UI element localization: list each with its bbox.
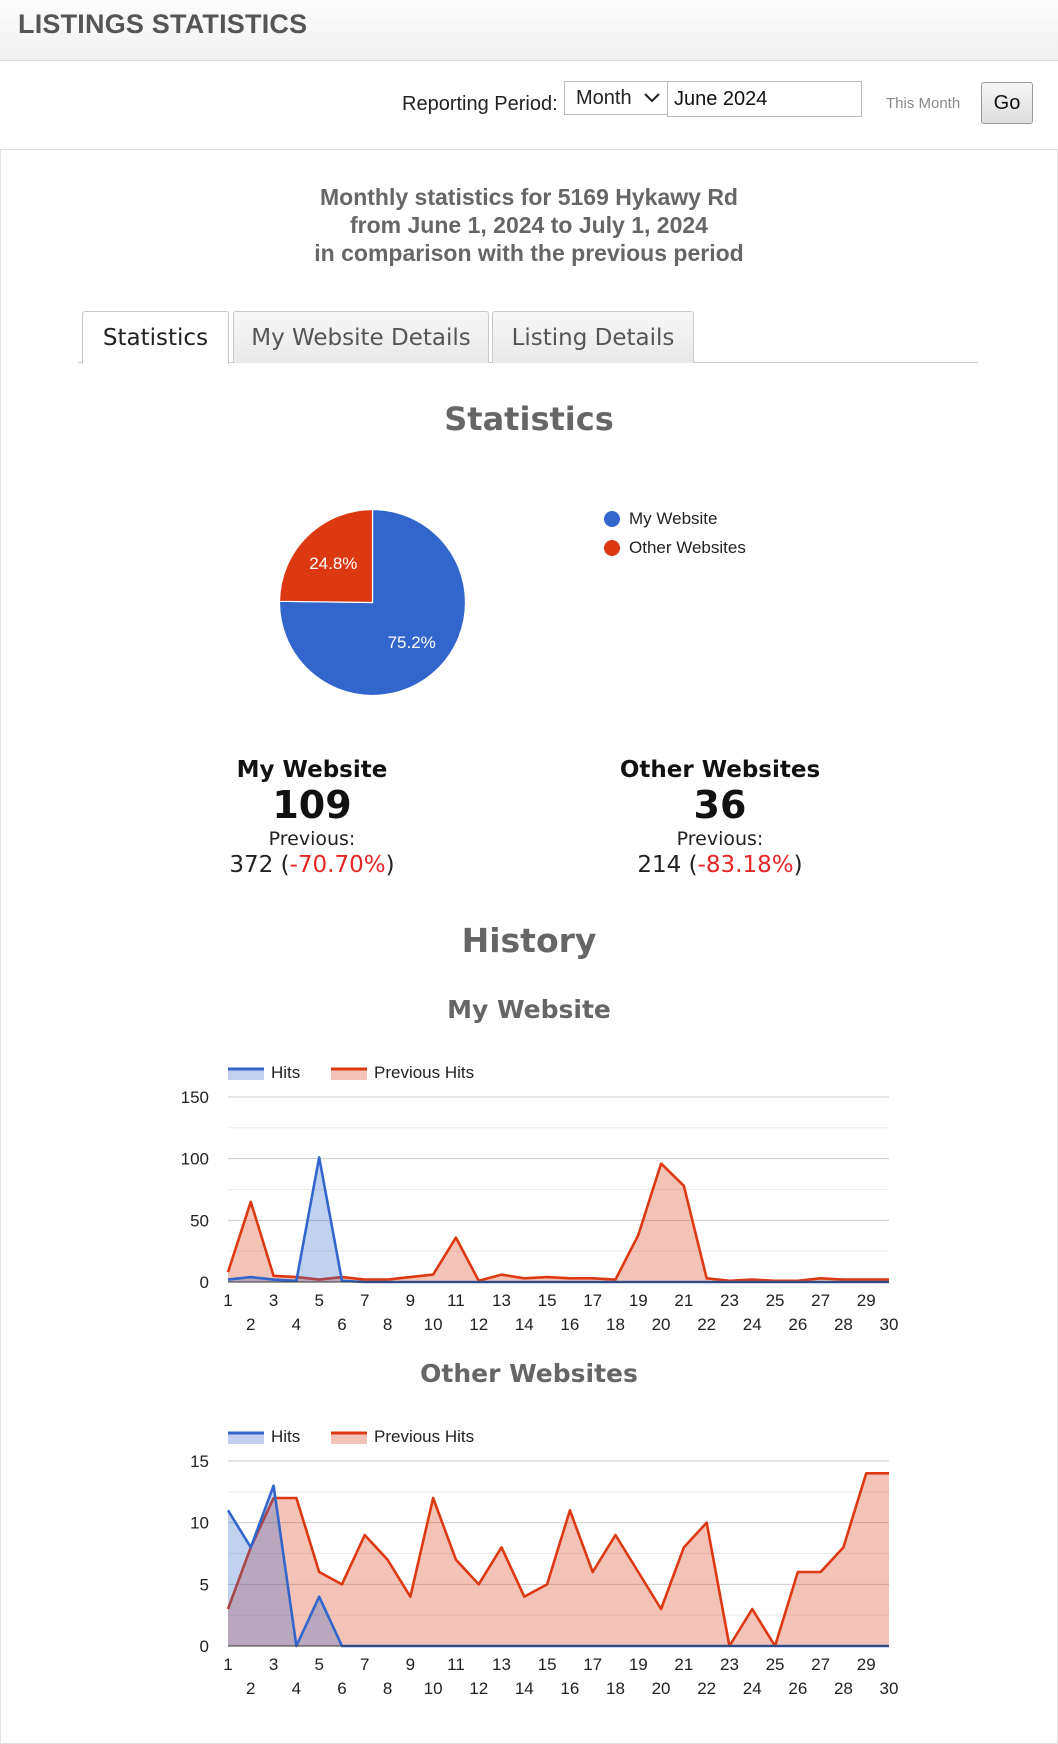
pie-chart (270, 500, 475, 710)
x-tick-label: 3 (268, 1291, 279, 1310)
x-tick-label: 4 (291, 1315, 302, 1334)
legend-label: Other Websites (629, 538, 746, 557)
tab-listing-details[interactable]: Listing Details (492, 311, 694, 363)
x-tick-label: 30 (879, 1315, 899, 1334)
legend-swatch (228, 1069, 264, 1080)
x-tick-label: 27 (811, 1655, 831, 1674)
month-input[interactable] (667, 81, 862, 117)
x-tick-label: 16 (560, 1315, 580, 1334)
x-tick-label: 11 (447, 1655, 465, 1674)
x-tick-label: 6 (337, 1315, 347, 1334)
legend-swatch (331, 1069, 367, 1080)
x-tick-label: 29 (856, 1655, 876, 1674)
other-websites-history-chart (0, 1414, 1058, 1704)
x-tick-label: 26 (788, 1315, 808, 1334)
x-tick-label: 16 (560, 1679, 580, 1698)
my-website-history-chart (0, 1050, 1058, 1340)
x-tick-label: 24 (742, 1679, 762, 1698)
x-tick-label: 13 (492, 1655, 511, 1674)
x-tick-label: 1 (223, 1655, 233, 1674)
go-button[interactable]: Go (981, 82, 1033, 124)
x-tick-label: 17 (583, 1291, 603, 1310)
page-title: LISTINGS STATISTICS (18, 9, 308, 39)
x-tick-label: 7 (360, 1291, 370, 1310)
tab-my-website-details[interactable]: My Website Details (233, 311, 489, 363)
x-tick-label: 20 (651, 1315, 671, 1334)
period-type-select[interactable] (564, 81, 667, 115)
legend-label: Hits (271, 1427, 301, 1446)
hits-area (228, 1157, 889, 1282)
x-tick-label: 8 (382, 1679, 393, 1698)
stat-name: My Website (236, 757, 388, 783)
y-tick-label: 150 (180, 1088, 209, 1107)
x-tick-label: 24 (742, 1315, 762, 1334)
x-tick-label: 12 (469, 1679, 489, 1698)
x-tick-label: 13 (492, 1291, 511, 1310)
x-tick-label: 17 (583, 1655, 603, 1674)
other-websites-stat (570, 757, 870, 879)
chevron-down-icon (643, 89, 661, 107)
summary-heading (0, 183, 1058, 267)
x-tick-label: 6 (337, 1679, 347, 1698)
my-website-chart-title: My Website (447, 995, 611, 1024)
x-tick-label: 5 (314, 1655, 324, 1674)
x-tick-label: 15 (537, 1291, 557, 1310)
x-tick-label: 20 (651, 1679, 671, 1698)
x-tick-label: 26 (788, 1679, 808, 1698)
x-tick-label: 8 (382, 1315, 393, 1334)
stat-previous-label: Previous: (676, 828, 764, 850)
stat-value: 109 (272, 783, 352, 827)
summary-line-2: from June 1, 2024 to July 1, 2024 (350, 212, 708, 238)
x-tick-label: 23 (719, 1655, 739, 1674)
stat-previous-line: 214 (-83.18%) (637, 852, 803, 878)
blue-dot-icon (604, 511, 620, 527)
x-tick-label: 18 (606, 1315, 625, 1334)
x-tick-label: 27 (811, 1291, 831, 1310)
summary-line-1: Monthly statistics for 5169 Hykawy Rd (320, 184, 738, 210)
x-tick-label: 9 (405, 1291, 416, 1310)
x-tick-label: 14 (514, 1315, 534, 1334)
period-type-value: Month (576, 87, 632, 109)
pie-chart-svg (270, 500, 475, 705)
y-tick-label: 50 (190, 1211, 209, 1231)
x-tick-label: 2 (246, 1679, 256, 1698)
x-tick-label: 22 (697, 1315, 717, 1334)
x-tick-label: 19 (628, 1291, 648, 1310)
x-tick-label: 19 (628, 1655, 648, 1674)
stat-name: Other Websites (619, 757, 821, 783)
x-tick-label: 12 (469, 1315, 489, 1334)
x-tick-label: 25 (765, 1291, 785, 1310)
x-tick-label: 21 (674, 1291, 694, 1310)
stat-change: -83.18% (697, 852, 794, 878)
y-tick-label: 15 (190, 1452, 209, 1471)
x-tick-label: 1 (223, 1291, 233, 1310)
x-tick-label: 30 (879, 1679, 899, 1698)
x-tick-label: 29 (856, 1291, 876, 1310)
legend-other-websites (602, 538, 746, 567)
legend-label: Hits (271, 1063, 301, 1082)
pie-slice-label: 24.8% (309, 553, 358, 573)
x-tick-label: 5 (314, 1291, 324, 1310)
x-tick-label: 15 (537, 1655, 557, 1674)
this-month-link[interactable]: This Month (886, 95, 961, 112)
history-title: History (461, 921, 597, 960)
legend-swatch (331, 1433, 367, 1444)
x-tick-label: 3 (268, 1655, 279, 1674)
x-tick-label: 22 (697, 1679, 717, 1698)
x-tick-label: 28 (833, 1679, 853, 1698)
x-tick-label: 11 (447, 1291, 465, 1310)
y-tick-label: 100 (180, 1149, 209, 1169)
reporting-period-label: Reporting Period: (402, 93, 558, 115)
statistics-title: Statistics (444, 400, 614, 438)
stat-previous-line: 372 (-70.70%) (229, 852, 395, 878)
x-tick-label: 18 (606, 1679, 625, 1698)
stat-previous-label: Previous: (268, 828, 356, 850)
x-tick-label: 21 (674, 1655, 694, 1674)
y-tick-label: 0 (199, 1637, 209, 1656)
stat-value: 36 (693, 783, 747, 827)
y-tick-label: 5 (199, 1575, 209, 1595)
legend-label: Previous Hits (374, 1063, 475, 1082)
stat-previous-value: 214 (637, 852, 682, 878)
other-websites-chart-title: Other Websites (420, 1359, 638, 1388)
stat-change: -70.70% (289, 852, 386, 878)
legend-my-website (602, 509, 746, 538)
x-tick-label: 4 (291, 1679, 302, 1698)
legend-label: My Website (629, 509, 718, 528)
tab-bar (78, 311, 978, 364)
reporting-period-bar (0, 61, 1058, 150)
page-header (0, 0, 1058, 61)
x-tick-label: 14 (514, 1679, 534, 1698)
red-dot-icon (604, 540, 620, 556)
x-tick-label: 10 (423, 1679, 443, 1698)
stat-previous-value: 372 (229, 852, 274, 878)
legend-label: Previous Hits (374, 1427, 475, 1446)
x-tick-label: 2 (246, 1315, 256, 1334)
x-tick-label: 23 (719, 1291, 739, 1310)
x-tick-label: 9 (405, 1655, 416, 1674)
y-tick-label: 0 (199, 1273, 209, 1292)
x-tick-label: 10 (423, 1315, 443, 1334)
pie-slice-label: 75.2% (387, 633, 436, 653)
pie-legend (602, 509, 746, 567)
x-tick-label: 7 (360, 1655, 370, 1674)
x-tick-label: 25 (765, 1655, 785, 1674)
summary-line-3: in comparison with the previous period (314, 240, 744, 266)
my-website-stat (162, 757, 462, 879)
y-tick-label: 10 (190, 1513, 209, 1533)
x-tick-label: 28 (833, 1315, 853, 1334)
legend-swatch (228, 1433, 264, 1444)
tab-statistics[interactable]: Statistics (82, 311, 229, 364)
